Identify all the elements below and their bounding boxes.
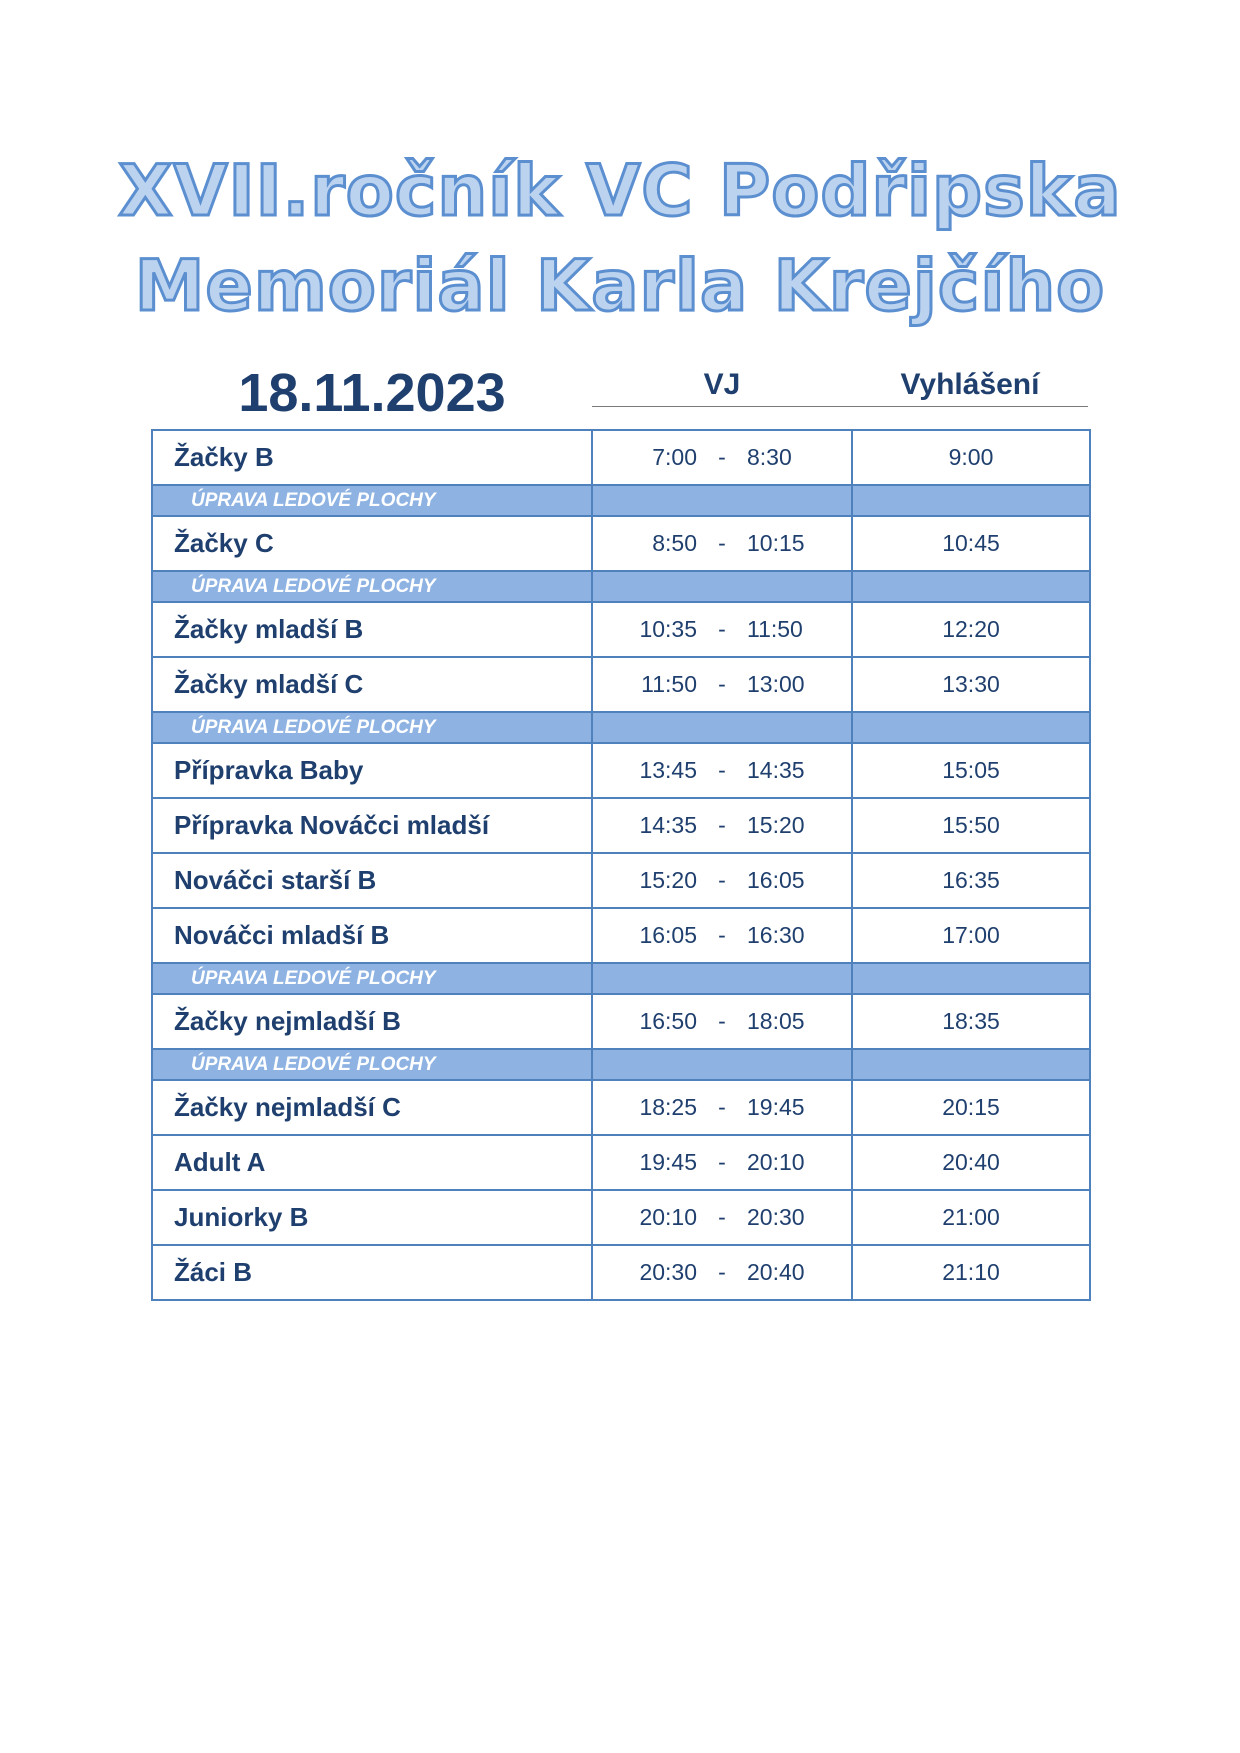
vj-start: 18:25 xyxy=(639,1094,697,1120)
time-dash: - xyxy=(718,867,726,893)
time-dash: - xyxy=(718,812,726,838)
award-time: 18:35 xyxy=(852,994,1090,1049)
vj-time xyxy=(592,908,852,963)
vj-start: 20:30 xyxy=(639,1259,697,1285)
award-time: 10:45 xyxy=(852,516,1090,571)
vj-end: 19:45 xyxy=(747,1094,805,1120)
vj-end: 16:05 xyxy=(747,867,805,893)
separator-label: ÚPRAVA LEDOVÉ PLOCHY xyxy=(152,485,592,516)
vj-start: 7:00 xyxy=(652,444,697,470)
table-row xyxy=(152,994,1090,1049)
award-time: 13:30 xyxy=(852,657,1090,712)
vj-start: 8:50 xyxy=(652,530,697,556)
award-time: 20:15 xyxy=(852,1080,1090,1135)
table-row xyxy=(152,853,1090,908)
vj-end: 20:30 xyxy=(747,1204,805,1230)
vj-start: 13:45 xyxy=(639,757,697,783)
award-time: 9:00 xyxy=(852,430,1090,485)
vj-time xyxy=(592,430,852,485)
category-name: Adult A xyxy=(152,1135,592,1190)
vj-end: 11:50 xyxy=(747,616,803,642)
vj-end: 20:40 xyxy=(747,1259,805,1285)
title-line-1: XVII.ročník VC Podřipska xyxy=(118,150,1122,232)
vj-start: 20:10 xyxy=(639,1204,697,1230)
vj-start: 19:45 xyxy=(639,1149,697,1175)
category-name: Žačky mladší B xyxy=(152,602,592,657)
vj-start: 16:50 xyxy=(639,1008,697,1034)
vj-end: 8:30 xyxy=(747,444,792,470)
category-name: Žačky nejmladší C xyxy=(152,1080,592,1135)
vj-time xyxy=(592,657,852,712)
vj-start: 15:20 xyxy=(639,867,697,893)
table-row xyxy=(152,602,1090,657)
separator-row xyxy=(152,485,1090,516)
vj-start: 11:50 xyxy=(641,671,697,697)
award-time: 20:40 xyxy=(852,1135,1090,1190)
award-time: 21:10 xyxy=(852,1245,1090,1300)
award-time: 17:00 xyxy=(852,908,1090,963)
time-dash: - xyxy=(718,616,726,642)
award-time: 15:05 xyxy=(852,743,1090,798)
table-row xyxy=(152,657,1090,712)
time-dash: - xyxy=(718,922,726,948)
separator-row xyxy=(152,712,1090,743)
category-name: Žačky C xyxy=(152,516,592,571)
separator-label: ÚPRAVA LEDOVÉ PLOCHY xyxy=(152,1049,592,1080)
vj-time xyxy=(592,798,852,853)
time-dash: - xyxy=(718,1149,726,1175)
award-time: 15:50 xyxy=(852,798,1090,853)
category-name: Přípravka Nováčci mladší xyxy=(152,798,592,853)
time-dash: - xyxy=(718,757,726,783)
time-dash: - xyxy=(718,1259,726,1285)
title-line-2: Memoriál Karla Krejčího xyxy=(134,245,1106,327)
category-name: Žačky nejmladší B xyxy=(152,994,592,1049)
table-row xyxy=(152,743,1090,798)
vj-end: 16:30 xyxy=(747,922,805,948)
header-underline xyxy=(592,406,1088,407)
category-name: Žačky B xyxy=(152,430,592,485)
award-time: 21:00 xyxy=(852,1190,1090,1245)
time-dash: - xyxy=(718,671,726,697)
vj-end: 18:05 xyxy=(747,1008,805,1034)
vj-start: 14:35 xyxy=(639,812,697,838)
vj-time xyxy=(592,1135,852,1190)
table-row xyxy=(152,1080,1090,1135)
table-row xyxy=(152,908,1090,963)
category-name: Nováčci starší B xyxy=(152,853,592,908)
table-row xyxy=(152,798,1090,853)
schedule-table xyxy=(151,429,1091,1301)
vj-time xyxy=(592,1245,852,1300)
vj-time xyxy=(592,1080,852,1135)
vj-end: 20:10 xyxy=(747,1149,805,1175)
category-name: Přípravka Baby xyxy=(152,743,592,798)
table-row xyxy=(152,1135,1090,1190)
table-row xyxy=(152,1190,1090,1245)
time-dash: - xyxy=(718,1204,726,1230)
separator-row xyxy=(152,571,1090,602)
vj-time xyxy=(592,853,852,908)
vj-end: 15:20 xyxy=(747,812,805,838)
vj-time xyxy=(592,1190,852,1245)
award-time: 12:20 xyxy=(852,602,1090,657)
category-name: Nováčci mladší B xyxy=(152,908,592,963)
vj-start: 10:35 xyxy=(639,616,697,642)
category-name: Žáci B xyxy=(152,1245,592,1300)
column-header-vj: VJ xyxy=(703,368,741,401)
vj-time xyxy=(592,602,852,657)
time-dash: - xyxy=(718,1094,726,1120)
separator-label: ÚPRAVA LEDOVÉ PLOCHY xyxy=(152,963,592,994)
vj-end: 14:35 xyxy=(747,757,805,783)
separator-row xyxy=(152,963,1090,994)
column-header-vyhlaseni: Vyhlášení xyxy=(900,368,1040,401)
separator-label: ÚPRAVA LEDOVÉ PLOCHY xyxy=(152,712,592,743)
vj-time xyxy=(592,516,852,571)
event-date: 18.11.2023 xyxy=(238,363,506,423)
time-dash: - xyxy=(718,444,726,470)
vj-start: 16:05 xyxy=(639,922,697,948)
table-row xyxy=(152,1245,1090,1300)
vj-end: 10:15 xyxy=(747,530,805,556)
vj-end: 13:00 xyxy=(747,671,805,697)
vj-time xyxy=(592,994,852,1049)
separator-label: ÚPRAVA LEDOVÉ PLOCHY xyxy=(152,571,592,602)
vj-time xyxy=(592,743,852,798)
category-name: Žačky mladší C xyxy=(152,657,592,712)
table-row xyxy=(152,516,1090,571)
table-row xyxy=(152,430,1090,485)
time-dash: - xyxy=(718,1008,726,1034)
time-dash: - xyxy=(718,530,726,556)
category-name: Juniorky B xyxy=(152,1190,592,1245)
award-time: 16:35 xyxy=(852,853,1090,908)
separator-row xyxy=(152,1049,1090,1080)
